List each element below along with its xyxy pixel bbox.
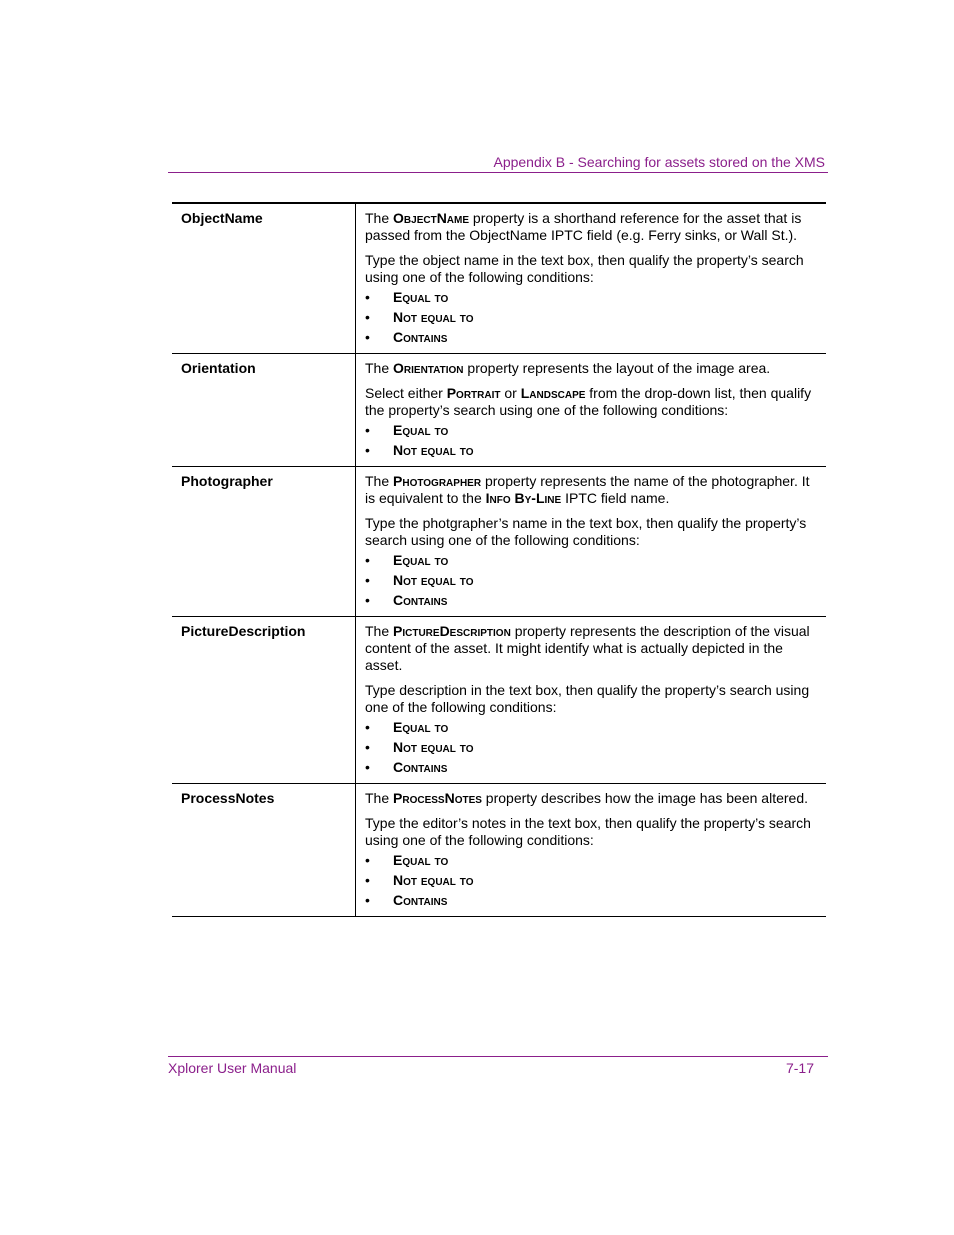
text-run: or — [500, 385, 521, 401]
bullet-icon: • — [365, 872, 370, 888]
bullet-icon: • — [365, 422, 370, 438]
condition-list — [365, 420, 818, 460]
page-number: 7-17 — [785, 1060, 814, 1076]
property-instructions — [365, 815, 818, 849]
property-summary — [365, 360, 818, 377]
property-instructions — [365, 515, 818, 549]
properties-table — [172, 202, 826, 917]
condition-list — [365, 850, 818, 910]
condition-label: Not equal to — [393, 739, 474, 755]
ui-term: Portrait — [446, 385, 501, 401]
property-description — [356, 617, 827, 784]
text-run: property represents the description of the visual content of the asset. It might identify what is actually depicted in the asset. — [365, 623, 810, 673]
condition-label: Contains — [393, 892, 448, 908]
property-name: ProcessNotes — [172, 784, 356, 917]
condition-item — [365, 717, 818, 737]
property-summary — [365, 210, 818, 244]
text-run: The — [365, 360, 394, 376]
bullet-icon: • — [365, 572, 370, 588]
condition-label: Not equal to — [393, 309, 474, 325]
condition-label: Contains — [393, 329, 448, 345]
properties-table-body — [172, 203, 826, 917]
condition-item — [365, 737, 818, 757]
condition-item — [365, 307, 818, 327]
condition-item — [365, 870, 818, 890]
bullet-icon: • — [365, 852, 370, 868]
bullet-icon: • — [365, 442, 370, 458]
text-run: property represents the layout of the image area. — [463, 360, 771, 376]
text-run: The — [365, 790, 394, 806]
property-row — [172, 203, 826, 354]
condition-item — [365, 757, 818, 777]
condition-item — [365, 850, 818, 870]
property-row — [172, 617, 826, 784]
condition-label: Equal to — [393, 552, 449, 568]
ui-term: Photographer — [393, 473, 482, 489]
ui-term: PictureDescription — [393, 623, 511, 639]
running-footer — [168, 1056, 828, 1076]
text-run: property is a shorthand reference for the asset that is passed from the ObjectName IPTC field (e.g. Ferry sinks, or Wall St.). — [365, 210, 802, 243]
bullet-icon: • — [365, 552, 370, 568]
property-instructions — [365, 252, 818, 286]
condition-label: Contains — [393, 759, 448, 775]
property-description — [356, 467, 827, 617]
condition-label: Equal to — [393, 719, 449, 735]
ui-term: Orientation — [393, 360, 464, 376]
condition-item — [365, 327, 818, 347]
condition-label: Not equal to — [393, 572, 474, 588]
bullet-icon: • — [365, 892, 370, 908]
text-run: property represents the name of the photographer. It is equivalent to the — [365, 473, 810, 506]
manual-title: Xplorer User Manual — [168, 1060, 297, 1076]
property-instructions — [365, 385, 818, 419]
bullet-icon: • — [365, 289, 370, 305]
text-run: Type the photgrapher’s name in the text box, then qualify the property’s search using one of the following conditions: — [365, 515, 807, 548]
text-run: Type the editor’s notes in the text box, then qualify the property’s search using one of the following conditions: — [365, 815, 811, 848]
condition-list — [365, 287, 818, 347]
property-instructions — [365, 682, 818, 716]
bullet-icon: • — [365, 759, 370, 775]
property-description — [356, 354, 827, 467]
ui-term: ProcessNotes — [393, 790, 482, 806]
property-summary — [365, 790, 818, 807]
text-run: Select either — [365, 385, 447, 401]
text-run: from the drop-down list, then qualify the property’s search using one of the following conditions: — [365, 385, 812, 418]
condition-item — [365, 287, 818, 307]
property-summary — [365, 623, 818, 674]
bullet-icon: • — [365, 329, 370, 345]
header-title: Appendix B - Searching for assets stored on the XMS — [493, 154, 825, 170]
condition-item — [365, 590, 818, 610]
bullet-icon: • — [365, 719, 370, 735]
condition-label: Equal to — [393, 422, 449, 438]
condition-item — [365, 570, 818, 590]
bullet-icon: • — [365, 739, 370, 755]
condition-label: Equal to — [393, 852, 449, 868]
property-row — [172, 354, 826, 467]
property-description — [356, 203, 827, 354]
property-row — [172, 467, 826, 617]
text-run: The — [365, 210, 394, 226]
ui-term: Landscape — [520, 385, 586, 401]
running-header — [168, 153, 828, 173]
condition-item — [365, 420, 818, 440]
condition-list — [365, 550, 818, 610]
text-run: IPTC field name. — [561, 490, 670, 506]
property-name: Orientation — [172, 354, 356, 467]
bullet-icon: • — [365, 592, 370, 608]
text-run: The — [365, 623, 394, 639]
condition-label: Contains — [393, 592, 448, 608]
condition-item — [365, 890, 818, 910]
text-run: The — [365, 473, 394, 489]
ui-term: Info By-Line — [485, 490, 562, 506]
property-name: Photographer — [172, 467, 356, 617]
property-name: PictureDescription — [172, 617, 356, 784]
text-run: Type description in the text box, then qualify the property’s search using one of the following conditions: — [365, 682, 810, 715]
condition-label: Not equal to — [393, 872, 474, 888]
property-summary — [365, 473, 818, 507]
ui-term: ObjectName — [393, 210, 470, 226]
condition-list — [365, 717, 818, 777]
condition-item — [365, 550, 818, 570]
property-name: ObjectName — [172, 203, 356, 354]
condition-item — [365, 440, 818, 460]
property-description — [356, 784, 827, 917]
text-run: Type the object name in the text box, then qualify the property’s search using one of the following conditions: — [365, 252, 804, 285]
property-row — [172, 784, 826, 917]
bullet-icon: • — [365, 309, 370, 325]
text-run: property describes how the image has been altered. — [481, 790, 809, 806]
condition-label: Equal to — [393, 289, 449, 305]
condition-label: Not equal to — [393, 442, 474, 458]
